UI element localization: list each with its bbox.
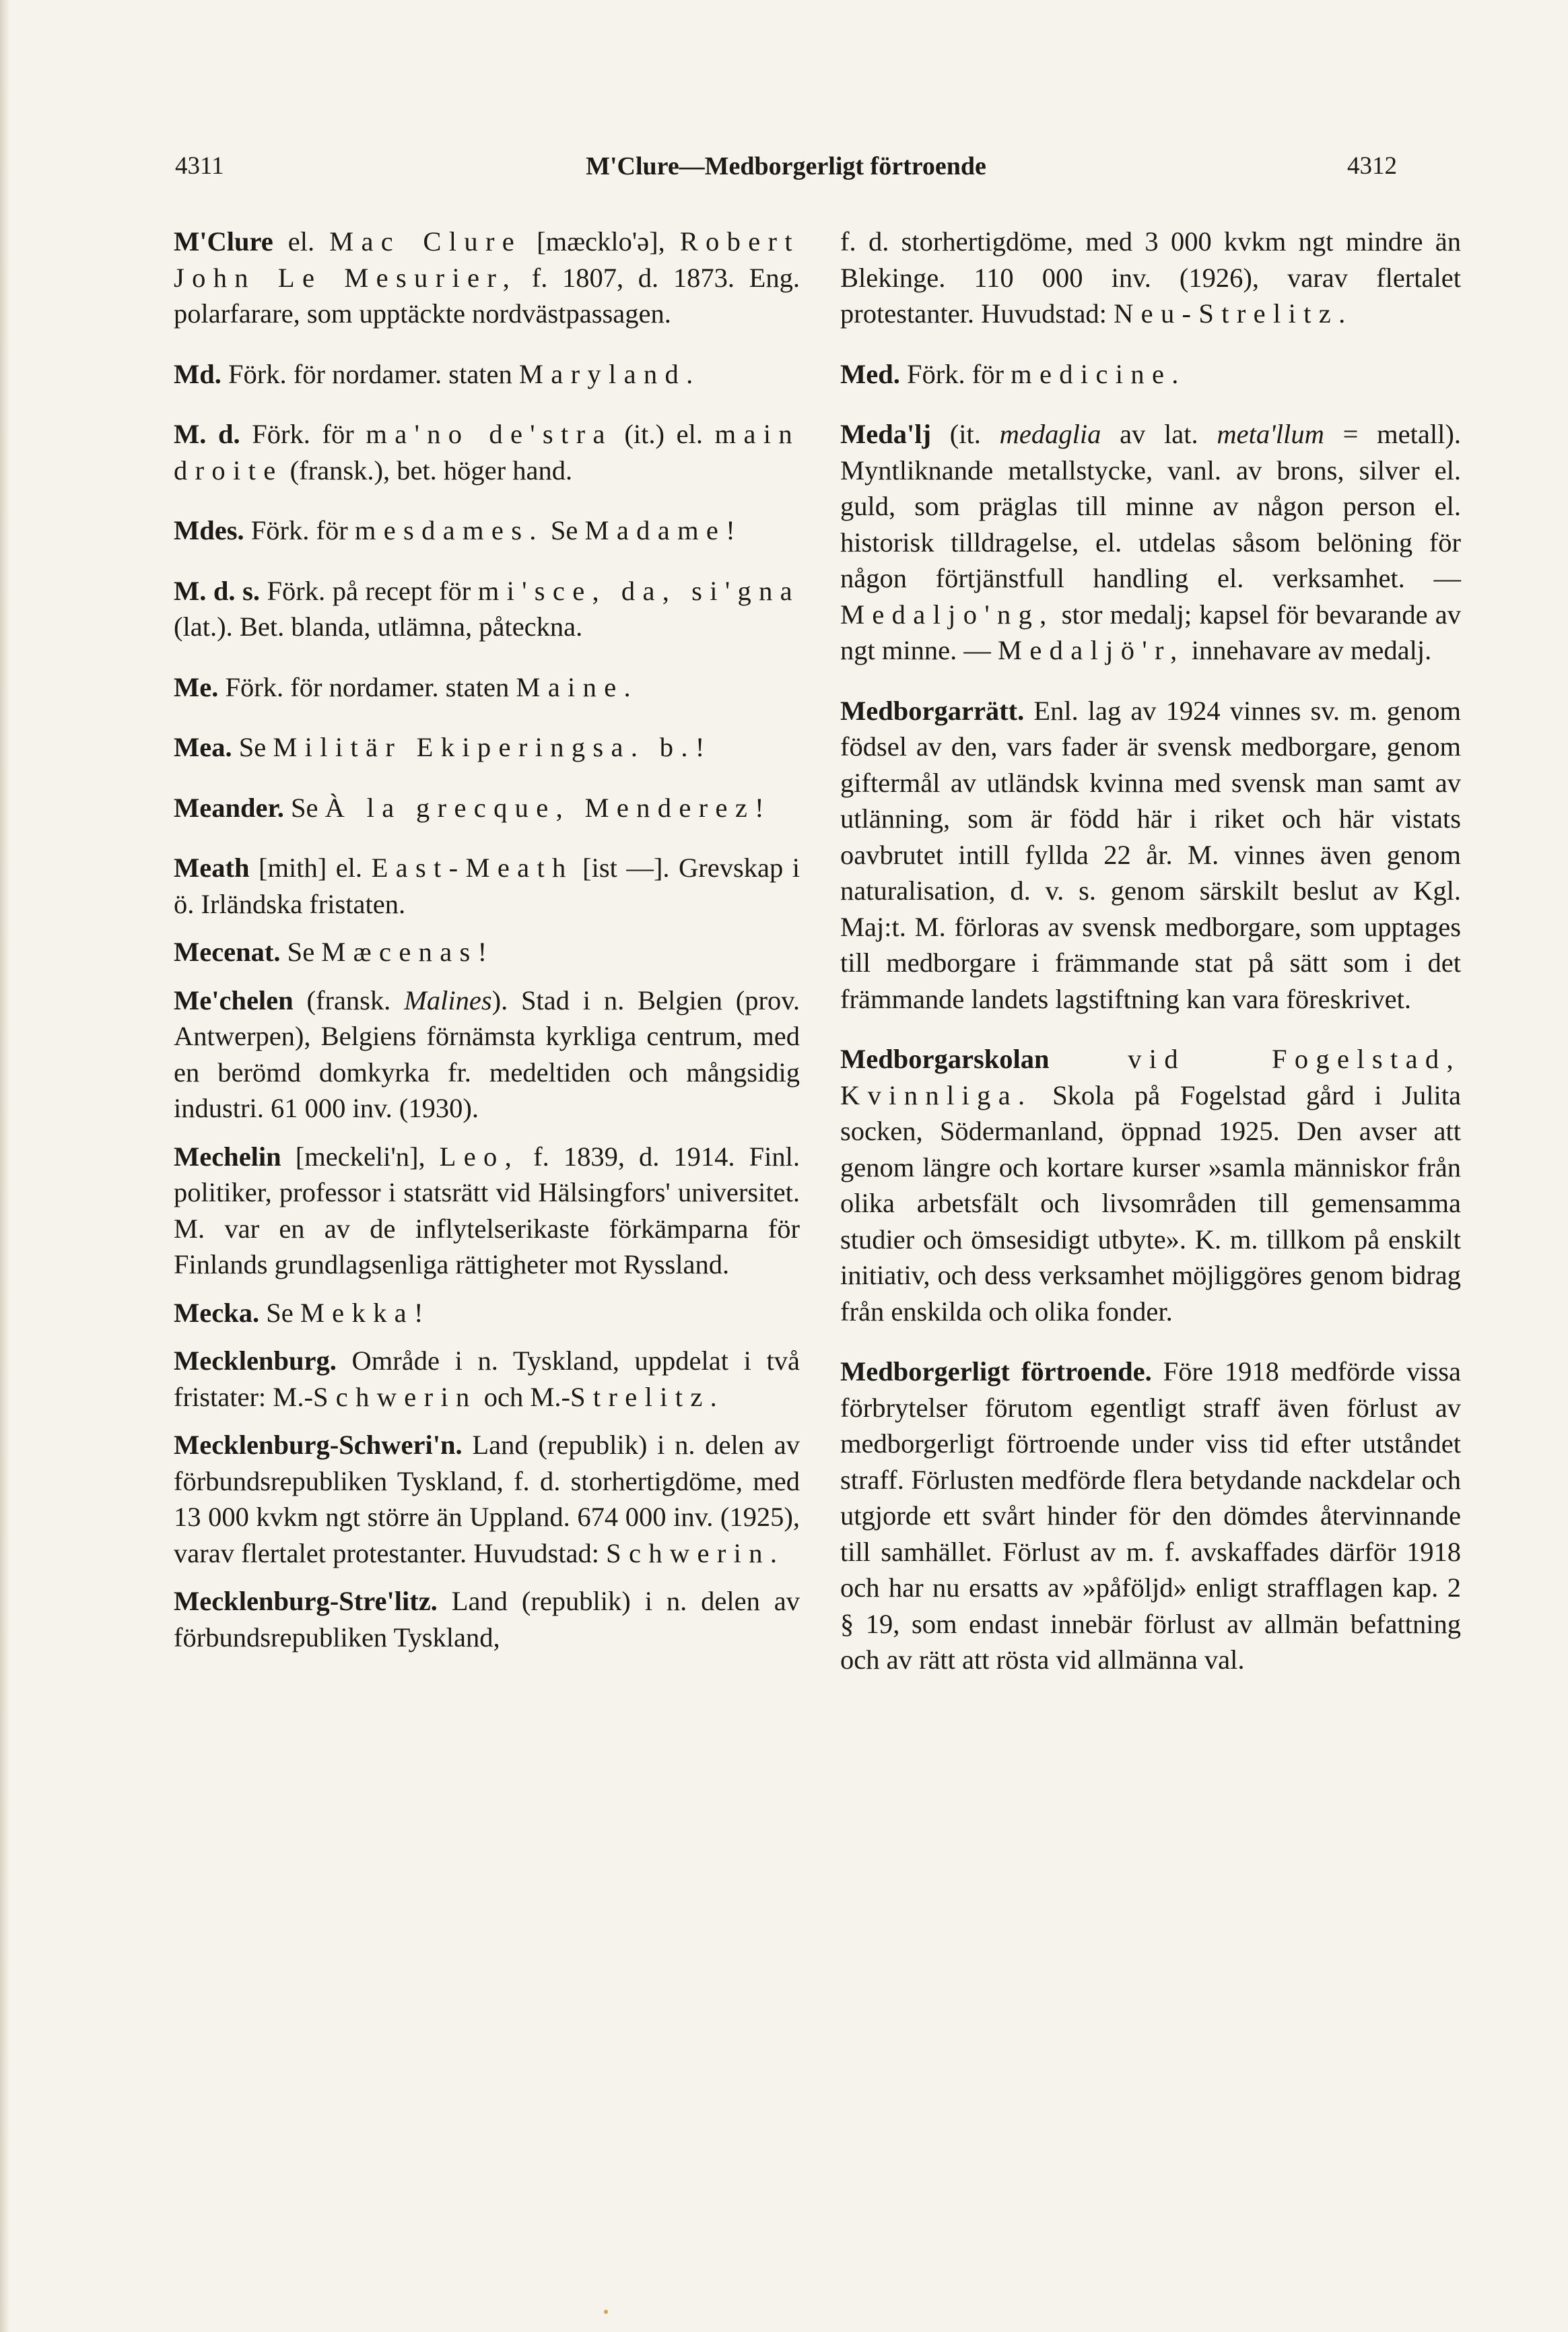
entry-text: Se <box>259 1297 300 1328</box>
running-title: M'Clure—Medborgerligt förtroende <box>586 152 986 180</box>
spaced-text: Leo, <box>439 1141 520 1172</box>
running-header <box>175 152 1397 192</box>
spaced-text: ma'no de'stra <box>366 419 613 449</box>
headword: Meander. <box>174 792 284 823</box>
entry-mclure <box>174 224 800 332</box>
entry-mechelin <box>174 1139 800 1283</box>
headword: Med. <box>840 358 900 389</box>
headword: M. d. <box>174 419 240 449</box>
entry-text: Förk. för <box>240 419 366 449</box>
entry-medborgarskolan <box>840 1041 1461 1329</box>
italic-text: meta'llum <box>1217 419 1324 449</box>
entry-text: [mæcklo'ə], <box>522 226 680 257</box>
headword: Mecka. <box>174 1297 260 1328</box>
entry-medalj <box>840 416 1461 669</box>
entry-text: Förk. för <box>899 358 1011 389</box>
entry-text <box>1050 1044 1128 1074</box>
entry-md <box>174 356 800 393</box>
spaced-text: Schwerin. <box>606 1537 785 1568</box>
entry-strelitz-continued <box>840 224 1461 332</box>
spaced-text: À la grecque, Menderez! <box>325 792 772 823</box>
ink-spot <box>604 2310 608 2314</box>
spaced-text: Medaljo'ng, <box>840 599 1054 630</box>
right-column <box>840 224 1461 1690</box>
headword: Mecklenburg-Stre'litz. <box>174 1586 438 1616</box>
headword: Mecenat. <box>174 937 281 967</box>
headword: Medborgarskolan <box>840 1044 1050 1074</box>
entry-text: Område i n. Tyskland, uppdelat i två fristater: M.- <box>174 1345 800 1412</box>
entry-mechelen <box>174 982 800 1127</box>
entry-text: Enl. lag av 1924 vinnes sv. m. genom födsel av den, vars fader är svensk medborgare, genom giftermål av utländsk kvinna med svensk man samt av utlänning, som är född här i riket och här vistats oavbrutet intill fyllda 22 år. M. vinnes även genom naturalisation, d. v. s. genom särskilt beslut av Kgl. Maj:t. M. förloras av svensk medborgare, som upptages till medborgare i främmande stat på sätt som i det främmande landets lagstiftning kan vara föreskrivet. <box>840 695 1461 1014</box>
headword: M'Clure <box>174 226 273 257</box>
headword: Mdes. <box>174 515 244 545</box>
headword: Medborgarrätt. <box>840 695 1025 726</box>
spaced-text: East-Meath <box>371 853 574 883</box>
left-column <box>174 224 800 1667</box>
entry-text: f. d. storhertigdöme, med 3 000 kvkm ngt mindre än Blekinge. 110 000 inv. (1926), varav flertalet protestanter. Huvudstad: <box>840 226 1461 329</box>
spaced-text: Maryland. <box>518 358 701 389</box>
headword: Md. <box>174 358 221 389</box>
headword: Mecklenburg. <box>174 1345 337 1376</box>
entry-text: ). Stad i n. Belgien (prov. Antwerpen), Belgiens förnämsta kyrkliga centrum, med en berömd domkyrka fr. medeltiden och mångsidig industri. 61 000 inv. (1930). <box>174 985 800 1123</box>
entry-text: el. <box>273 226 330 257</box>
entry-text: (it.) el. <box>612 419 715 449</box>
entry-text: [meckeli'n], <box>281 1141 440 1172</box>
spaced-text: Medaljö'r, <box>997 635 1185 665</box>
entry-text: Se <box>280 937 322 967</box>
entry-me <box>174 669 800 706</box>
entry-text: Skola på Fogelstad gård i Julita socken, Södermanland, öppnad 1925. Den avser att genom längre och kortare kurser »samla människor från olika arbetsfält och livsområden till gemensamma studier och ömsesidigt utbyte». K. m. tillkom på enskilt initiativ, och dess verksamhet möjliggöres genom bidrag från enskilda och olika fonder. <box>840 1079 1461 1327</box>
entry-text: Förk. för <box>244 515 355 545</box>
spaced-text: Mæcenas! <box>321 937 495 967</box>
entry-medborgerligt-fortroende <box>840 1354 1461 1678</box>
entry-text: (it. <box>930 419 1000 449</box>
page-number-right: 4312 <box>1347 152 1397 180</box>
entry-mecklenburg <box>174 1343 800 1415</box>
entry-meath <box>174 850 800 922</box>
entry-text: = metall). Myntliknande metallstycke, vanl. av brons, silver el. guld, som präglas till minne av någon person el. historisk tilldragelse, el. utdelas såsom belöning för någon förtjänstfull handling el. verksamhet. — <box>840 419 1461 593</box>
page-number-left: 4311 <box>175 152 224 180</box>
entry-mecka <box>174 1295 800 1331</box>
entry-text: (lat.). Bet. blanda, utlämna, påteckna. <box>174 611 583 642</box>
entry-text: Före 1918 medförde vissa förbrytelser förutom egentligt straff även förlust av medborgerligt förtroende under viss tid efter utståndet straff. Förlusten medförde flera betydande nackdelar och utgjorde ett svårt hinder för den dömdes återvinnande till samhället. Förlust av m. f. avskaffades därför 1918 och har nu ersatts av »påföljd» enligt strafflagen kap. 2 § 19, som endast innebär förlust av allmän befattning och av rätt att rösta vid allmänna val. <box>840 1356 1461 1675</box>
entry-meander <box>174 790 800 826</box>
entry-text: Land (republik) i n. delen av förbundsrepubliken Tyskland, f. d. storhertigdöme, med 13 000 kvkm ngt större än Uppland. 674 000 inv. (1925), varav flertalet protestanter. Huvudstad: <box>174 1430 800 1568</box>
entry-text: Se <box>543 515 585 545</box>
entry-m-d <box>174 416 800 488</box>
spaced-text: Strelitz. <box>570 1381 725 1412</box>
entry-text: Se <box>232 732 273 762</box>
headword: Me'chelen <box>174 985 294 1015</box>
entry-text: f. 1839, d. 1914. Finl. politiker, professor i statsrätt vid Hälsingfors' universitet. M. var en av de inflytelserikaste förkämparna för Finlands grundlagsenliga rättigheter mot Ryssland. <box>174 1141 800 1279</box>
headword: Mecklenburg-Schweri'n. <box>174 1430 463 1460</box>
headword: Mea. <box>174 732 232 762</box>
spaced-text: Madame! <box>584 515 743 545</box>
spaced-text: Mekka! <box>300 1297 431 1328</box>
entry-text: (fransk. <box>293 985 405 1015</box>
entry-text: Se <box>283 792 325 823</box>
spaced-text: mi'sce, da, si'gna <box>477 575 800 606</box>
headword: Me. <box>174 671 219 702</box>
entry-text: [mith] el. <box>249 853 372 883</box>
spaced-text: medicine. <box>1011 358 1186 389</box>
entry-mea <box>174 729 800 766</box>
headword: Medborgerligt förtroende. <box>840 1356 1152 1387</box>
spaced-text: main droite <box>174 419 800 486</box>
entry-text: f. 1807, d. 1873. Eng. polarfarare, som upptäckte nordvästpassagen. <box>174 262 800 329</box>
spaced-text: Maine. <box>516 671 638 702</box>
headword: M. d. s. <box>174 575 260 606</box>
entry-mdes <box>174 512 800 549</box>
entry-mecklenburg-strelitz <box>174 1583 800 1655</box>
entry-text: stor medalj; kapsel för bevarande av ngt minne. — <box>840 599 1461 665</box>
headword: Meda'lj <box>840 419 931 449</box>
entry-text: Förk. för nordamer. staten <box>221 358 519 389</box>
italic-text: Malines <box>404 985 492 1015</box>
headword: Meath <box>174 853 250 883</box>
entry-text: (fransk.), bet. höger hand. <box>283 455 573 486</box>
spaced-text: Schwerin <box>312 1381 477 1412</box>
headword: Mechelin <box>174 1141 281 1172</box>
entry-text: Förk. på recept för <box>259 575 478 606</box>
entry-text: [ist —]. Grevskap i ö. Irländska fristaten. <box>174 853 800 919</box>
page-edge <box>0 0 9 2332</box>
entry-text: innehavare av medalj. <box>1184 635 1432 665</box>
spaced-text: vid Fogelstad, Kvinnliga. <box>840 1044 1461 1110</box>
entry-medborgarratt <box>840 693 1461 1018</box>
italic-text: medaglia <box>999 419 1101 449</box>
entry-m-d-s <box>174 573 800 645</box>
entry-text: av lat. <box>1101 419 1217 449</box>
spaced-text: mesdames. <box>354 515 544 545</box>
spaced-text: Robert John Le Mesurier, <box>174 226 800 293</box>
spaced-text: Mac Clure <box>329 226 522 257</box>
entry-mecklenburg-schwerin <box>174 1427 800 1571</box>
entry-mecenat <box>174 934 800 970</box>
entry-text: och M.- <box>477 1381 570 1412</box>
entry-text: Förk. för nordamer. staten <box>218 671 516 702</box>
entry-med <box>840 356 1461 393</box>
spaced-text: Militär Ekiperingsa. b.! <box>273 732 712 762</box>
entry-text: Land (republik) i n. delen av förbundsrepubliken Tyskland, <box>174 1586 800 1653</box>
spaced-text: Neu-Strelitz. <box>1114 298 1353 329</box>
